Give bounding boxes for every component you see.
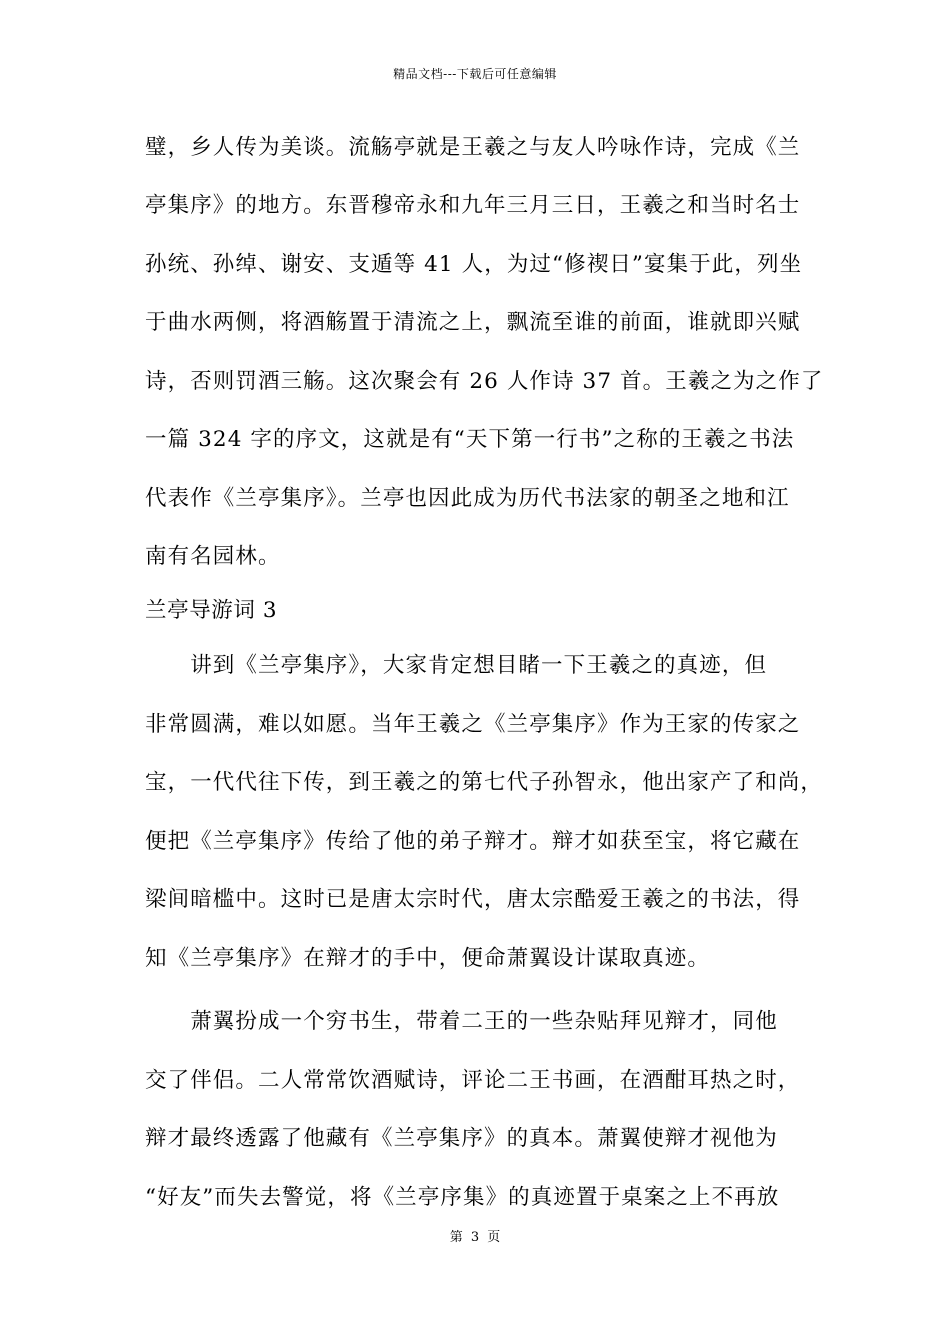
text-line: 辩才最终透露了他藏有《兰亭集序》的真本。萧翼使辩才视他为 <box>145 1126 778 1151</box>
text-line: 一篇 324 字的序文，这就是有“天下第一行书”之称的王羲之书法 <box>145 427 795 452</box>
page-number-suffix: 页 <box>487 1230 501 1245</box>
text-line: 萧翼扮成一个穷书生，带着二王的一些杂贴拜见辩才，同他 <box>145 1009 778 1034</box>
text-line: 诗，否则罚酒三觞。这次聚会有 26 人作诗 37 首。王羲之为之作了 <box>145 369 824 394</box>
section-heading: 兰亭导游词 3 <box>145 598 278 623</box>
page-footer <box>0 1230 950 1246</box>
text-line: 交了伴侣。二人常常饮酒赋诗，评论二王书画，在酒酣耳热之时， <box>145 1068 801 1093</box>
text-line: 璧，乡人传为美谈。流觞亭就是王羲之与友人吟咏作诗，完成《兰 <box>145 135 801 160</box>
text-line: 南有名园林。 <box>145 544 281 569</box>
text-line: 知《兰亭集序》在辩才的手中，便命萧翼设计谋取真迹。 <box>145 946 711 971</box>
text-line: 孙统、孙绰、谢安、支遁等 41 人，为过“修禊日”宴集于此，列坐 <box>145 252 803 277</box>
text-line: 于曲水两侧，将酒觞置于清流之上，飘流至谁的前面，谁就即兴赋 <box>145 310 801 335</box>
text-line: 宝，一代代往下传，到王羲之的第七代子孙智永，他出家产了和尚， <box>145 770 824 795</box>
page-number-prefix: 第 <box>449 1230 463 1245</box>
text-line: 便把《兰亭集序》传给了他的弟子辩才。辩才如获至宝，将它藏在 <box>145 829 801 854</box>
text-line: 梁间暗槛中。这时已是唐太宗时代，唐太宗酷爱王羲之的书法，得 <box>145 887 801 912</box>
text-line: 讲到《兰亭集序》，大家肯定想目睹一下王羲之的真迹，但 <box>145 653 768 678</box>
text-line: 代表作《兰亭集序》。兰亭也因此成为历代书法家的朝圣之地和江 <box>145 486 790 511</box>
page-number: 3 <box>470 1230 480 1245</box>
document-body <box>145 134 825 1211</box>
text-line: 非常圆满，难以如愿。当年王羲之《兰亭集序》作为王家的传家之 <box>145 712 801 737</box>
page-header: 精品文档---下载后可任意编辑 <box>393 67 557 81</box>
text-line: 亭集序》的地方。东晋穆帝永和九年三月三日，王羲之和当时名士 <box>145 193 801 218</box>
text-line: “好友”而失去警觉，将《兰亭序集》的真迹置于桌案之上不再放 <box>145 1185 780 1210</box>
